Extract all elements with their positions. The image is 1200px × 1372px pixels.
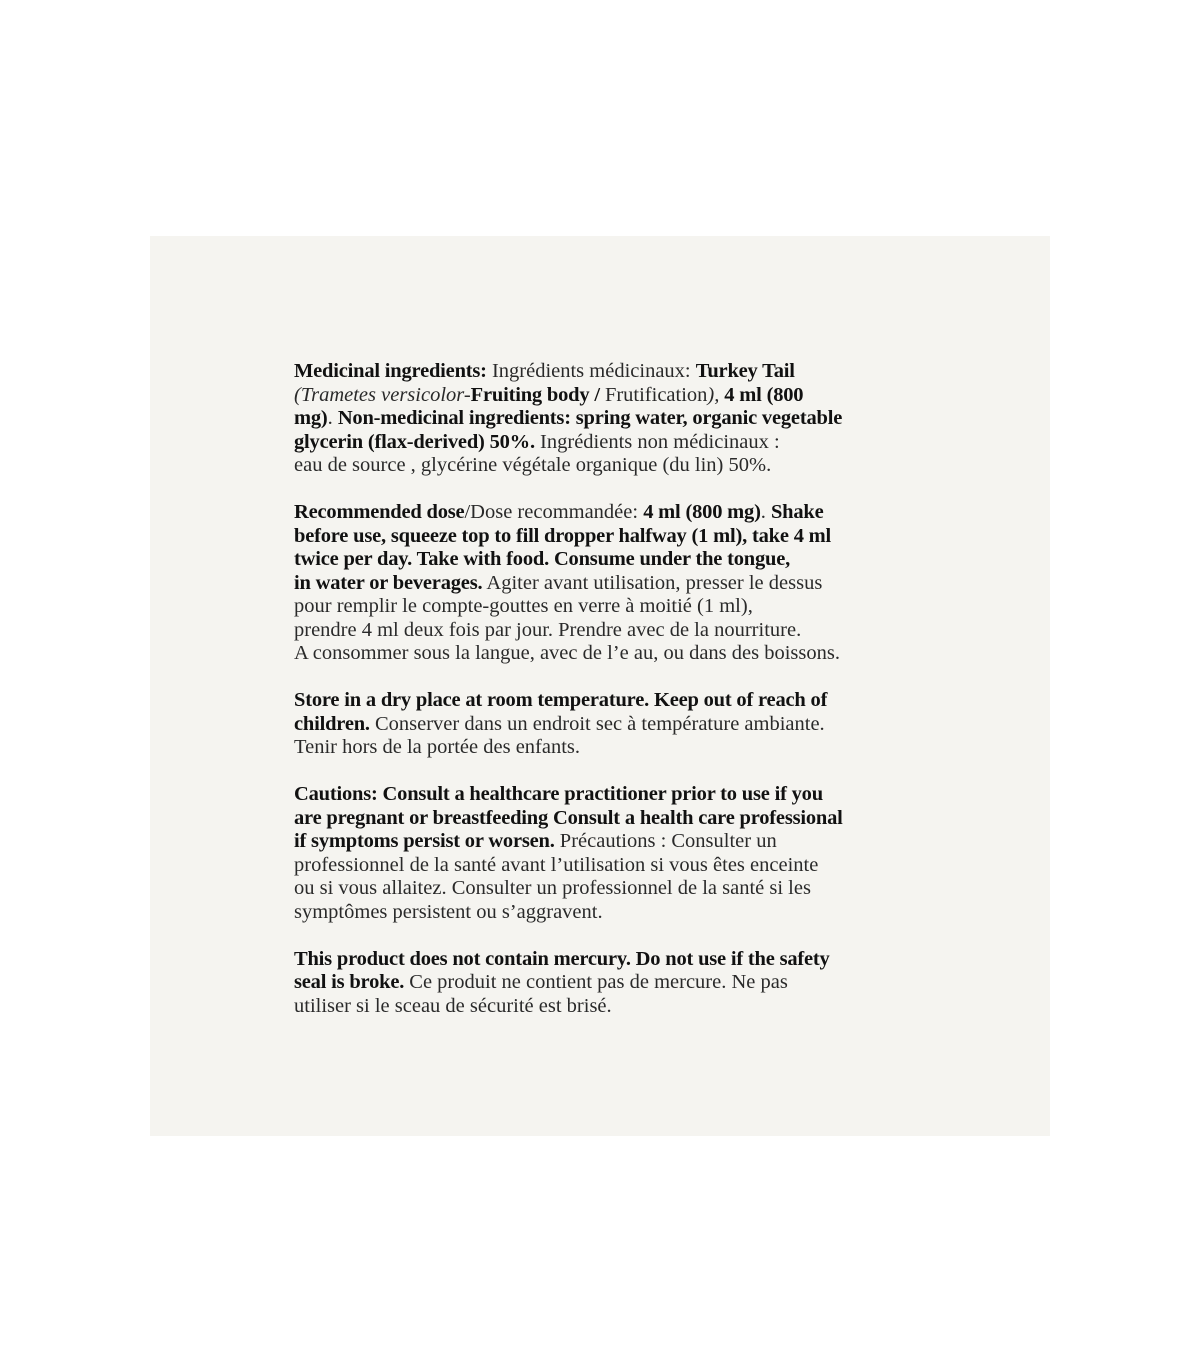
cautions-text-fr: Précautions : Consulter un	[554, 830, 777, 852]
text-line	[294, 407, 934, 431]
dose-directions-fr: pour remplir le compte-gouttes en verre à moitié (1 ml),	[294, 595, 753, 617]
non-medicinal-text: glycerin (flax-derived) 50%.	[294, 430, 535, 453]
text-line	[294, 830, 934, 854]
non-medicinal-fr-text: eau de source , glycérine végétale organique (du lin) 50%.	[294, 454, 772, 476]
mercury-text-fr: utiliser si le sceau de sécurité est brisé.	[294, 994, 612, 1017]
mercury-text: This product does not contain mercury. Do not use if the safety	[294, 947, 830, 970]
dose-heading: Recommended dose	[294, 501, 465, 523]
latin-name-close: ),	[707, 383, 720, 406]
dose-amount: 4 ml (800 mg)	[643, 501, 761, 523]
ingredients-heading: Medicinal ingredients:	[294, 360, 487, 382]
part-used: Fruiting body /	[470, 383, 600, 406]
separator: .	[327, 407, 338, 429]
ingredients-heading-fr: Ingrédients médicinaux:	[486, 360, 696, 382]
cautions-text: if symptoms persist or worsen.	[294, 830, 555, 852]
storage-paragraph	[294, 689, 934, 760]
dose-heading-fr: /Dose recommandée:	[464, 501, 644, 523]
part-used-fr: Frutification	[599, 383, 708, 406]
cautions-text-fr: ou si vous allaitez. Consulter un professionnel de la santé si les	[294, 877, 811, 899]
dose-directions-fr: A consommer sous la langue, avec de l’e au, ou dans des boissons.	[294, 642, 840, 664]
dose-directions-fr: Agiter avant utilisation, presser le dessus	[482, 571, 823, 594]
ingredient-name: Turkey Tail	[695, 360, 795, 382]
text-line	[294, 431, 934, 455]
latin-name: (Trametes versicolor-	[294, 383, 471, 406]
mercury-text: seal is broke.	[294, 971, 405, 993]
dose-directions: Shake	[770, 501, 824, 523]
cautions-text-fr: symptômes persistent ou s’aggravent.	[294, 900, 603, 923]
dose-directions: before use, squeeze top to fill dropper halfway (1 ml), take 4 ml	[294, 524, 832, 547]
dose-paragraph	[294, 501, 934, 666]
storage-text: children.	[294, 712, 370, 735]
ingredient-amount-end: mg)	[294, 407, 328, 429]
non-medicinal-fr: Ingrédients non médicinaux :	[534, 430, 780, 453]
text-line	[294, 384, 934, 408]
ingredients-paragraph	[294, 360, 934, 478]
cautions-text: Cautions: Consult a healthcare practitioner prior to use if you	[294, 783, 823, 805]
label-text	[294, 360, 934, 1042]
storage-text: Store in a dry place at room temperature. Keep out of reach of	[294, 689, 828, 711]
non-medicinal-heading: Non-medicinal ingredients: spring water, organic vegetable	[337, 407, 843, 429]
mercury-text-fr: Ce produit ne contient pas de mercure. Ne pas	[404, 971, 788, 993]
text-line	[294, 713, 934, 737]
text-line	[294, 360, 934, 384]
dose-directions: in water or beverages.	[294, 571, 483, 594]
dose-directions: twice per day. Take with food. Consume under the tongue,	[294, 548, 791, 570]
text-line	[294, 572, 934, 596]
text-line	[294, 971, 934, 995]
storage-text-fr: Tenir hors de la portée des enfants.	[294, 736, 581, 758]
mercury-paragraph	[294, 948, 934, 1019]
storage-text-fr: Conserver dans un endroit sec à température ambiante.	[369, 712, 825, 735]
dose-directions-fr: prendre 4 ml deux fois par jour. Prendre avec de la nourriture.	[294, 618, 802, 641]
cautions-paragraph	[294, 783, 934, 924]
cautions-text-fr: professionnel de la santé avant l’utilisation si vous êtes enceinte	[294, 853, 819, 876]
separator: .	[760, 501, 771, 523]
text-line	[294, 501, 934, 525]
label-panel	[150, 236, 1050, 1136]
ingredient-amount: 4 ml (800	[719, 383, 804, 406]
cautions-text: are pregnant or breastfeeding Consult a health care professional	[294, 806, 843, 829]
